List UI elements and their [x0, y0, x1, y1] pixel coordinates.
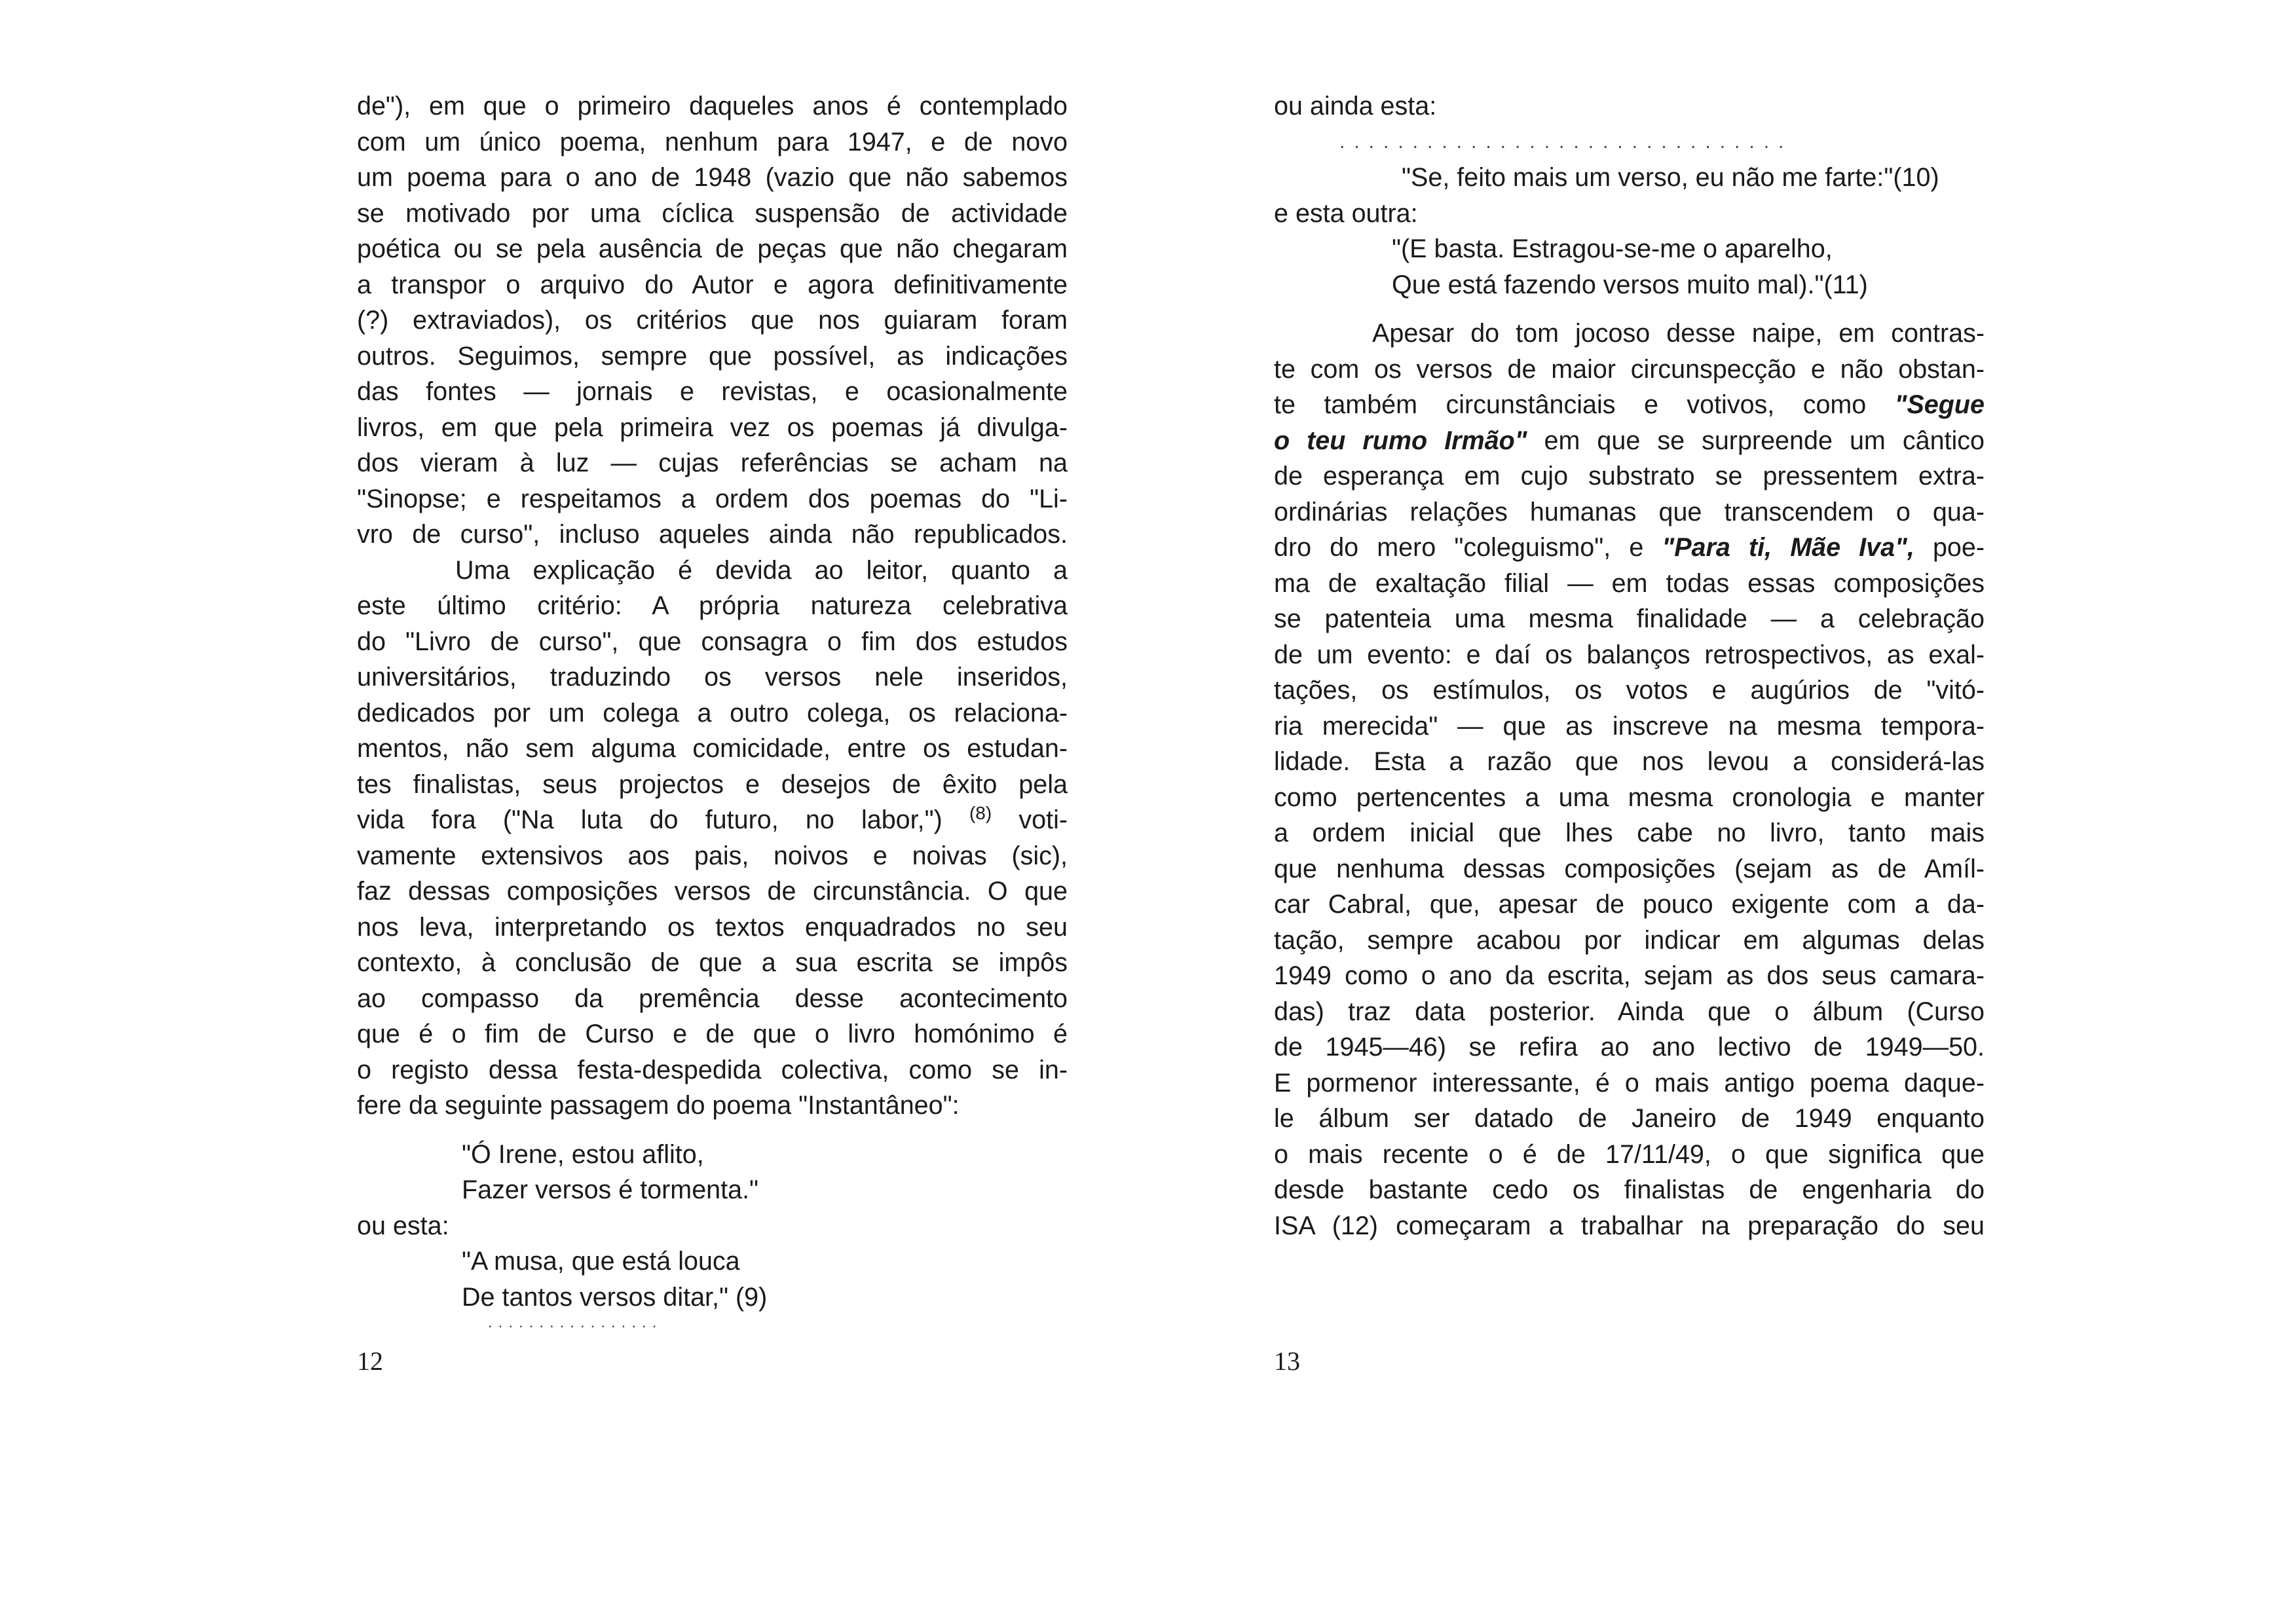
text-line: lidade. Esta a razão que nos levou a considerá-las — [1274, 747, 1985, 776]
text-line: dos vieram à luz — cujas referências se acham na — [357, 449, 1068, 477]
text-fragment: voti- — [1018, 805, 1068, 834]
text-line: mentos, não sem alguma comicidade, entre os estudan- — [357, 734, 1068, 763]
verse-line: "(E basta. Estragou-se-me o aparelho, — [1392, 234, 1833, 263]
text-line: a transpor o arquivo do Autor e agora definitivamente — [357, 270, 1068, 299]
text-line — [1274, 387, 1985, 423]
left-text-column — [357, 88, 1068, 1335]
text-line: "Sinopse; e respeitamos a ordem dos poemas do "Li- — [357, 484, 1068, 513]
text-line: ou ainda esta: — [1274, 92, 1437, 120]
text-line: o registo dessa festa-despedida colectiva, como se in- — [357, 1055, 1068, 1084]
ellipsis-dots: ............................... — [1339, 130, 1793, 153]
text-line: se motivado por uma cíclica suspensão de actividade — [357, 198, 1068, 228]
verse-line: "A musa, que está louca — [462, 1247, 740, 1276]
text-line: como pertencentes a uma mesma cronologia e manter — [1274, 783, 1985, 812]
text-line: faz dessas composições versos de circunstância. O que — [357, 877, 1068, 906]
text-line: ou esta: — [357, 1211, 449, 1240]
spacer — [357, 1124, 1068, 1137]
text-fragment: te também circunstânciais e votivos, como — [1274, 390, 1867, 419]
verse-text: "Se, feito mais um verso, eu não me farte:" — [1402, 163, 1894, 192]
text-line: ria merecida" — que as inscreve na mesma tempora- — [1274, 711, 1985, 741]
text-line: car Cabral, que, apesar de pouco exigente com a da- — [1274, 890, 1985, 919]
page-number: 12 — [357, 1346, 383, 1376]
text-line — [1274, 530, 1985, 566]
right-text-column — [1274, 88, 1985, 1244]
text-line: ao compasso da premência desse acontecimento — [357, 984, 1068, 1013]
text-fragment: poe- — [1932, 533, 1985, 562]
text-line: de esperança em cujo substrato se pressentem extra- — [1274, 462, 1985, 490]
text-line: fere da seguinte passagem do poema "Instantâneo": — [357, 1091, 960, 1120]
verse-line: "Ó Irene, estou aflito, — [462, 1139, 704, 1169]
text-line: de"), em que o primeiro daqueles anos é contemplado — [357, 92, 1068, 120]
text-line: ordinárias relações humanas que transcendem o qua- — [1274, 497, 1985, 526]
text-line: a ordem inicial que lhes cabe no livro, tanto mais — [1274, 819, 1985, 847]
text-line: e esta outra: — [1274, 198, 1418, 228]
text-line: 1949 como o ano da escrita, sejam as dos seus camara- — [1274, 961, 1985, 990]
text-line: desde bastante cedo os finalistas de engenharia do — [1274, 1175, 1985, 1204]
poem-title: "Segue — [1894, 390, 1985, 419]
verse-line: De tantos versos ditar," (9) — [462, 1282, 768, 1312]
text-line: ISA (12) começaram a trabalhar na preparação do seu — [1274, 1211, 1985, 1240]
text-line: de 1945—46) se refira ao ano lectivo de 1949—50. — [1274, 1033, 1985, 1061]
text-line: das fontes — jornais e revistas, e ocasionalmente — [357, 377, 1068, 406]
page-number: 13 — [1274, 1346, 1300, 1376]
text-line: tações, os estímulos, os votos e augúrios de "vitó- — [1274, 676, 1985, 705]
spacer — [1274, 303, 1985, 316]
text-line: le álbum ser datado de Janeiro de 1949 enquanto — [1274, 1104, 1985, 1133]
text-line: este último critério: A própria natureza celebrativa — [357, 591, 1068, 620]
verse-line: Que está fazendo versos muito mal)."(11) — [1392, 270, 1868, 299]
text-line: (?) extraviados), os critérios que nos guiaram foram — [357, 306, 1068, 335]
verse-line: Fazer versos é tormenta." — [462, 1175, 759, 1204]
poem-title: "Para ti, Mãe Iva", — [1662, 533, 1914, 562]
text-line: poética ou se pela ausência de peças que não chegaram — [357, 234, 1068, 263]
verse-line — [1274, 160, 1985, 196]
text-line: do "Livro de curso", que consagra o fim dos estudos — [357, 627, 1068, 656]
text-line: o mais recente o é de 17/11/49, o que significa que — [1274, 1139, 1985, 1169]
text-line: vro de curso", incluso aqueles ainda não republicados. — [357, 520, 1068, 549]
text-line: Uma explicação é devida ao leitor, quanto a — [455, 555, 1068, 585]
text-fragment: dro do mero "coleguismo", e — [1274, 533, 1644, 562]
right-page — [1148, 0, 2295, 1624]
text-line: contexto, à conclusão de que a sua escrita se impôs — [357, 948, 1068, 977]
text-line: que é o fim de Curso e de que o livro homónimo é — [357, 1020, 1068, 1048]
text-line: de um evento: e daí os balanços retrospectivos, as exal- — [1274, 640, 1985, 669]
footnote-ref: (10) — [1893, 163, 1939, 192]
text-line: universitários, traduzindo os versos nele inseridos, — [357, 663, 1068, 692]
text-line: tes finalistas, seus projectos e desejos de êxito pela — [357, 769, 1068, 799]
text-line: outros. Seguimos, sempre que possível, as indicações — [357, 341, 1068, 371]
text-line: com um único poema, nenhum para 1947, e de novo — [357, 127, 1068, 157]
poem-title: o teu rumo Irmão" — [1274, 426, 1527, 455]
text-line: dedicados por um colega a outro colega, os relaciona- — [357, 698, 1068, 728]
text-line: que nenhuma dessas composições (sejam as de Amíl- — [1274, 854, 1985, 883]
text-line: E pormenor interessante, é o mais antigo poema daque- — [1274, 1068, 1985, 1098]
text-line: ma de exaltação filial — em todas essas composições — [1274, 568, 1985, 598]
text-line: tação, sempre acabou por indicar em algumas delas — [1274, 925, 1985, 955]
text-line: um poema para o ano de 1948 (vazio que não sabemos — [357, 163, 1068, 192]
text-line: Apesar do tom jocoso desse naipe, em contras- — [1372, 319, 1985, 348]
text-line: se patenteia uma mesma finalidade — a celebração — [1274, 604, 1985, 633]
text-fragment: vida fora ("Na luta do futuro, no labor,") — [357, 805, 942, 834]
text-line: das) traz data posterior. Ainda que o álbum (Curso — [1274, 997, 1985, 1026]
text-line — [357, 802, 1068, 838]
text-line: nos leva, interpretando os textos enquadrados no seu — [357, 912, 1068, 942]
text-line: livros, em que pela primeira vez os poemas já divulga- — [357, 413, 1068, 442]
ellipsis-dots: ................. — [488, 1315, 663, 1331]
text-line: te com os versos de maior circunspecção e não obstan- — [1274, 354, 1985, 384]
footnote-ref: (8) — [969, 803, 992, 823]
text-line — [1274, 423, 1985, 459]
text-fragment: em que se surpreende um cântico — [1544, 426, 1985, 455]
text-line: vamente extensivos aos pais, noivos e noivas (sic), — [357, 841, 1068, 870]
